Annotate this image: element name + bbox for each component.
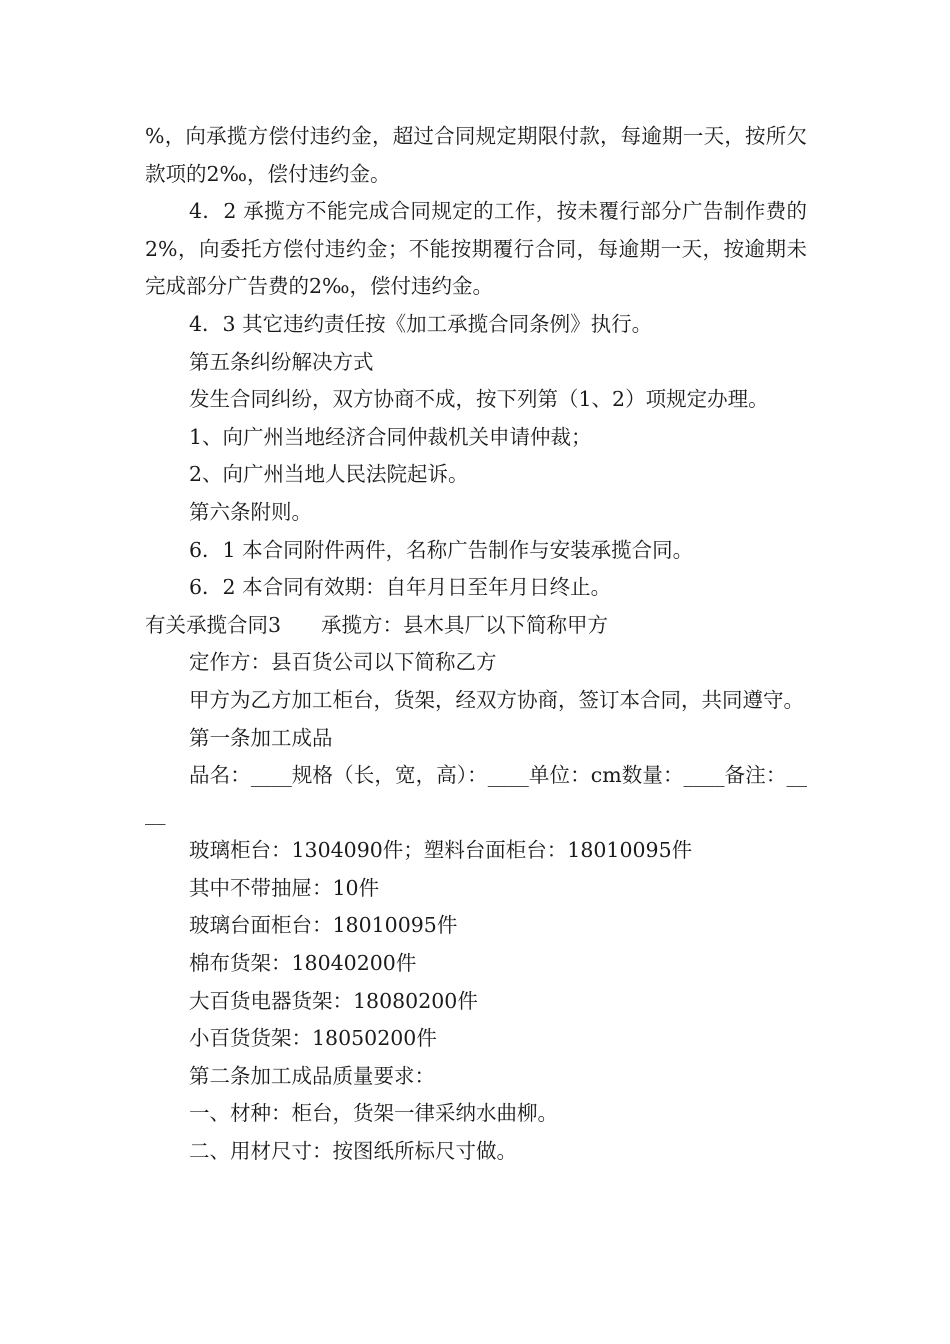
paragraph: 定作方：县百货公司以下简称乙方 — [189, 650, 497, 675]
paragraph-block-1 — [145, 118, 807, 607]
paragraph-block-2 — [145, 644, 807, 1170]
paragraph: 发生合同纠纷，双方协商不成，按下列第（1、2）项规定办理。 — [189, 387, 769, 412]
paragraph: 4．2 承揽方不能完成合同规定的工作，按未覆行部分广告制作费的2%，向委托方偿付违约金；不能按期覆行合同，每逾期一天，按逾期未完成部分广告费的2‰，偿付违约金。 — [145, 199, 807, 299]
paragraph: 第一条加工成品 — [189, 725, 333, 750]
section-title: 有关承揽合同3 — [145, 612, 282, 637]
paragraph: 第六条附则。 — [189, 499, 312, 524]
paragraph: 小百货货架：18050200件 — [189, 1026, 437, 1051]
paragraph: 4．3 其它违约责任按《加工承揽合同条例》执行。 — [189, 311, 653, 336]
paragraph: 棉布货架：18040200件 — [189, 951, 417, 976]
paragraph: 6．1 本合同附件两件，名称广告制作与安装承揽合同。 — [189, 537, 694, 562]
paragraph: 甲方为乙方加工柜台，货架，经双方协商，签订本合同，共同遵守。 — [189, 687, 804, 712]
paragraph: 品名：____规格（长，宽，高）：____单位：cm数量：____备注：____ — [145, 763, 807, 825]
paragraph: %，向承揽方偿付违约金，超过合同规定期限付款，每逾期一天，按所欠款项的2‰，偿付违约金。 — [145, 124, 807, 186]
paragraph: 玻璃台面柜台：18010095件 — [189, 913, 458, 938]
paragraph: 6．2 本合同有效期：自年月日至年月日终止。 — [189, 575, 612, 600]
paragraph: 1、向广州当地经济合同仲裁机关申请仲裁； — [189, 424, 592, 449]
paragraph: 一、材种：柜台，货架一律采纳水曲柳。 — [189, 1101, 558, 1126]
paragraph: 第五条纠纷解决方式 — [189, 349, 374, 374]
paragraph: 2、向广州当地人民法院起诉。 — [189, 462, 469, 487]
paragraph: 其中不带抽屉：10件 — [189, 875, 380, 900]
paragraph: 大百货电器货架：18080200件 — [189, 988, 478, 1013]
section-header — [145, 607, 807, 645]
paragraph: 玻璃柜台：1304090件；塑料台面柜台：18010095件 — [189, 838, 693, 863]
paragraph: 二、用材尺寸：按图纸所标尺寸做。 — [189, 1139, 517, 1164]
paragraph: 第二条加工成品质量要求： — [189, 1063, 435, 1088]
section-party: 承揽方：县木具厂以下简称甲方 — [321, 612, 609, 637]
document-body — [145, 118, 807, 1171]
